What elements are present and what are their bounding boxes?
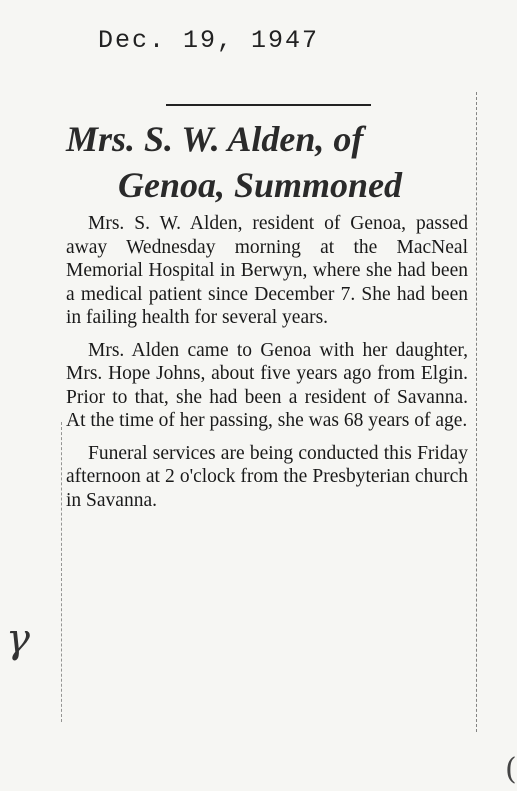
headline bbox=[58, 116, 468, 208]
newspaper-clipping bbox=[58, 92, 478, 732]
clipping-edge-left bbox=[61, 422, 62, 722]
headline-line-1: Mrs. S. W. Alden, of bbox=[66, 119, 364, 159]
corner-pencil-mark: ( bbox=[505, 752, 517, 787]
paragraph-3: Funeral services are being conducted this Friday afternoon at 2 o'clock from the Presbyterian church in Savanna. bbox=[66, 442, 468, 511]
handwritten-margin-mark: γ bbox=[6, 616, 30, 662]
headline-line-2: Genoa, Summoned bbox=[118, 165, 403, 205]
paragraph-2: Mrs. Alden came to Genoa with her daughter, Mrs. Hope Johns, about five years ago from Elgin. Prior to that, she had been a resident of Savanna. At the time of her passing, she was 68 years of age. bbox=[66, 339, 468, 431]
clipping-edge-right bbox=[476, 92, 477, 732]
article-body bbox=[66, 212, 468, 521]
paragraph-1: Mrs. S. W. Alden, resident of Genoa, passed away Wednesday morning at the MacNeal Memorial Hospital in Berwyn, where she had been a medical patient since December 7. She had been in failing health for several years. bbox=[66, 213, 468, 328]
top-rule bbox=[166, 104, 371, 106]
typed-date: Dec. 19, 1947 bbox=[98, 26, 320, 55]
